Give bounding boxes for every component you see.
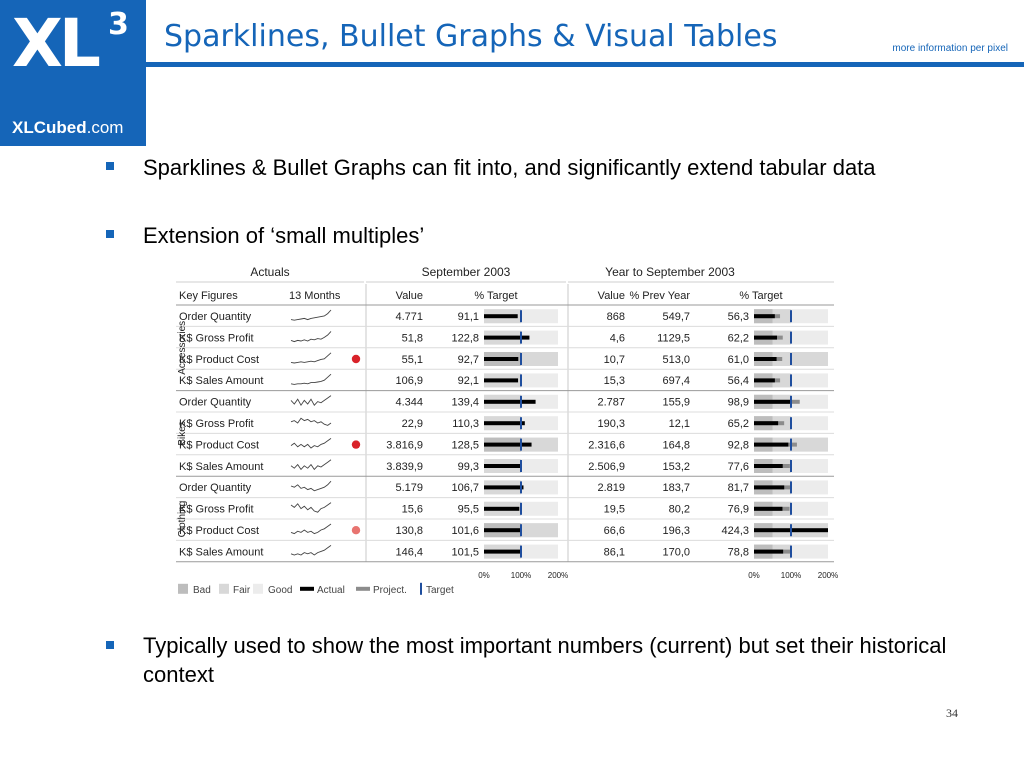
- ytd-value: 190,3: [597, 418, 625, 430]
- bullet-actual: [484, 336, 529, 340]
- bullet-target: [790, 546, 792, 558]
- legend-swatch-target: [420, 583, 422, 595]
- scale-tick-label: 0%: [748, 570, 760, 580]
- key-figure: Order Quantity: [179, 482, 252, 495]
- ytd-prev-year: 183,7: [662, 482, 690, 495]
- sep-value: 4.344: [395, 396, 423, 409]
- sep-pct-target: 101,5: [451, 546, 479, 559]
- ytd-prev-year: 12,1: [668, 418, 690, 430]
- bullet-target: [520, 460, 522, 472]
- column-header: Key Figures: [179, 290, 238, 302]
- sep-value: 130,8: [395, 525, 423, 537]
- ytd-prev-year: 164,8: [662, 439, 690, 452]
- legend-label: Project.: [373, 584, 407, 596]
- ytd-prev-year: 80,2: [668, 503, 690, 516]
- ytd-value: 15,3: [603, 375, 625, 388]
- ytd-pct-target: 56,3: [727, 311, 749, 323]
- key-figure: K$ Gross Profit: [179, 503, 254, 516]
- ytd-value: 66,6: [603, 525, 625, 537]
- ytd-prev-year: 697,4: [662, 375, 690, 388]
- key-figure: K$ Gross Profit: [179, 418, 254, 430]
- bullet-target: [790, 310, 792, 322]
- bullet-actual: [484, 464, 521, 468]
- bullet-actual: [754, 314, 775, 318]
- legend-swatch-projection: [356, 587, 370, 591]
- category-label: Clothing: [177, 500, 188, 538]
- bullet-target: [520, 353, 522, 365]
- ytd-value: 2.506,9: [588, 460, 625, 473]
- ytd-value: 868: [606, 311, 625, 323]
- ytd-value: 2.316,6: [588, 439, 625, 452]
- group-header-ytd: Year to September 2003: [605, 265, 735, 279]
- sep-pct-target: 92,7: [457, 353, 479, 366]
- sep-pct-target: 139,4: [451, 396, 479, 409]
- page-number: 34: [946, 706, 958, 720]
- sep-value: 3.839,9: [386, 460, 423, 473]
- sep-value: 5.179: [395, 482, 423, 495]
- sparkline: [291, 438, 331, 448]
- sparkline: [291, 418, 331, 425]
- ytd-prev-year: 549,7: [662, 311, 690, 323]
- bullet-target: [790, 396, 792, 408]
- logo-superscript: 3: [108, 7, 129, 42]
- sep-value: 22,9: [401, 418, 423, 430]
- sparkline: [291, 331, 331, 341]
- scale-tick-label: 200%: [817, 570, 838, 580]
- sep-value: 51,8: [401, 332, 423, 345]
- key-figure: K$ Product Cost: [179, 353, 260, 366]
- ytd-pct-target: 81,7: [727, 482, 749, 495]
- bullet-text: Extension of ‘small multiples’: [143, 223, 425, 248]
- ytd-value: 2.819: [597, 482, 625, 495]
- bullet-icon: [106, 161, 116, 171]
- bullet-target: [790, 417, 792, 429]
- bullet-actual: [484, 507, 519, 511]
- bullet-actual: [484, 357, 518, 361]
- sep-pct-target: 106,7: [451, 482, 479, 495]
- sep-pct-target: 122,8: [451, 332, 479, 345]
- sparkline: [291, 396, 331, 406]
- status-indicator: [352, 355, 360, 363]
- bullet-target: [790, 460, 792, 472]
- bullet-target: [520, 332, 522, 344]
- bullet-actual: [484, 421, 525, 425]
- ytd-value: 19,5: [603, 503, 625, 516]
- bullet-target: [790, 439, 792, 451]
- legend-swatch-actual: [300, 587, 314, 591]
- legend-label: Actual: [317, 584, 345, 596]
- bullet-actual: [484, 485, 523, 489]
- key-figure: Order Quantity: [179, 396, 252, 409]
- column-header: Value: [395, 290, 423, 302]
- bullet-target: [790, 374, 792, 386]
- ytd-pct-target: 62,2: [727, 332, 749, 345]
- key-figure: K$ Gross Profit: [179, 332, 254, 345]
- category-label: Bikes: [177, 421, 188, 446]
- ytd-pct-target: 61,0: [727, 353, 749, 366]
- group-header-actuals: Actuals: [250, 265, 290, 279]
- ytd-value: 86,1: [603, 546, 625, 559]
- key-figure: K$ Product Cost: [179, 525, 260, 537]
- sparkline: [291, 503, 331, 513]
- legend-swatch-good: [253, 584, 263, 594]
- legend-swatch-bad: [178, 584, 188, 594]
- bullet-target: [520, 524, 522, 536]
- bullet-actual: [754, 550, 783, 554]
- slide-title: Sparklines, Bullet Graphs & Visual Tables: [164, 19, 778, 54]
- ytd-prev-year: 513,0: [662, 353, 690, 366]
- bullet-target: [520, 310, 522, 322]
- bullet-actual: [754, 485, 784, 489]
- bullet-target: [520, 417, 522, 429]
- column-header: % Target: [474, 290, 518, 302]
- ytd-pct-target: 78,8: [727, 546, 749, 559]
- logo-mark: XL: [12, 5, 97, 82]
- sep-pct-target: 91,1: [457, 311, 479, 323]
- bullet-actual: [754, 421, 778, 425]
- legend-swatch-fair: [219, 584, 229, 594]
- bullet-actual: [484, 550, 522, 554]
- ytd-pct-target: 65,2: [727, 418, 749, 430]
- bullet-target: [520, 374, 522, 386]
- bullet-target: [520, 546, 522, 558]
- bullet-actual: [484, 378, 518, 382]
- sep-pct-target: 128,5: [451, 439, 479, 452]
- bullet-target: [520, 503, 522, 515]
- bullet-actual: [754, 336, 777, 340]
- sep-value: 146,4: [395, 546, 423, 559]
- ytd-prev-year: 1129,5: [657, 332, 690, 345]
- title-divider: [146, 62, 1024, 67]
- sparkline: [291, 460, 331, 470]
- bullet-text: Typically used to show the most important numbers (current) but set their historical context: [143, 633, 947, 687]
- column-header: 13 Months: [289, 290, 341, 302]
- ytd-value: 2.787: [597, 396, 625, 409]
- logo-brand: XLCubed.com: [12, 118, 124, 137]
- bullet-actual: [754, 464, 783, 468]
- ytd-value: 4,6: [609, 332, 625, 345]
- key-figure: K$ Sales Amount: [179, 460, 264, 473]
- ytd-prev-year: 153,2: [662, 460, 690, 473]
- scale-tick-label: 200%: [547, 570, 569, 580]
- bullet-actual: [484, 400, 536, 404]
- key-figure: K$ Sales Amount: [179, 546, 264, 559]
- bullet-target: [520, 396, 522, 408]
- legend-label: Good: [268, 584, 293, 596]
- sep-value: 4.771: [395, 311, 423, 323]
- bullet-icon: [106, 640, 116, 650]
- sparkline: [291, 481, 331, 491]
- sep-pct-target: 110,3: [452, 418, 479, 430]
- bullet-actual: [754, 443, 788, 447]
- sparkline: [291, 545, 331, 555]
- sep-value: 55,1: [401, 353, 423, 366]
- key-figure: K$ Product Cost: [179, 439, 260, 452]
- sparkline: [291, 310, 331, 320]
- ytd-pct-target: 98,9: [727, 396, 749, 409]
- scale-tick-label: 100%: [510, 570, 532, 580]
- scale-tick-label: 100%: [780, 570, 802, 580]
- ytd-pct-target: 77,6: [727, 460, 749, 473]
- group-header-september: September 2003: [421, 265, 511, 279]
- sep-value: 3.816,9: [386, 439, 423, 452]
- sparkline: [291, 374, 331, 384]
- bullet-actual: [754, 400, 791, 404]
- ytd-pct-target: 76,9: [727, 503, 749, 516]
- ytd-value: 10,7: [603, 353, 625, 366]
- bullet-target: [520, 481, 522, 493]
- ytd-pct-target: 424,3: [721, 525, 749, 537]
- key-figure: K$ Sales Amount: [179, 375, 264, 388]
- bullet-actual: [484, 314, 518, 318]
- sep-pct-target: 99,3: [457, 460, 479, 473]
- status-indicator: [352, 526, 360, 534]
- sep-pct-target: 101,6: [451, 525, 479, 537]
- bullet-target: [520, 439, 522, 451]
- bullet-target: [790, 332, 792, 344]
- status-indicator: [352, 440, 360, 448]
- column-header: % Target: [739, 290, 783, 302]
- bullet-icon: [106, 229, 116, 239]
- legend-label: Fair: [233, 584, 251, 596]
- scale-tick-label: 0%: [478, 570, 490, 580]
- ytd-prev-year: 170,0: [662, 546, 690, 559]
- bullet-actual: [484, 443, 532, 447]
- sparkline: [291, 353, 331, 363]
- ytd-prev-year: 196,3: [662, 525, 690, 537]
- bullet-text: Sparklines & Bullet Graphs can fit into, and significantly extend tabular data: [143, 155, 876, 180]
- category-label: Accessories: [177, 320, 188, 375]
- tagline: more information per pixel: [892, 43, 1008, 54]
- column-header: % Prev Year: [629, 290, 690, 302]
- key-figure: Order Quantity: [179, 311, 252, 323]
- bullet-target: [790, 353, 792, 365]
- ytd-prev-year: 155,9: [662, 396, 690, 409]
- legend-label: Bad: [193, 584, 211, 596]
- sep-pct-target: 92,1: [457, 375, 479, 388]
- sep-value: 15,6: [401, 503, 423, 516]
- sep-value: 106,9: [395, 375, 423, 388]
- bullet-actual: [754, 507, 782, 511]
- xlcubed-logo: [0, 0, 146, 146]
- visual-table: [174, 258, 838, 601]
- column-header: Value: [597, 290, 625, 302]
- sparkline: [291, 524, 331, 534]
- ytd-pct-target: 92,8: [727, 439, 749, 452]
- sep-pct-target: 95,5: [457, 503, 479, 516]
- bullet-target: [790, 503, 792, 515]
- bullet-actual: [484, 528, 522, 532]
- legend-label: Target: [426, 584, 454, 596]
- bullet-target: [790, 481, 792, 493]
- ytd-pct-target: 56,4: [727, 375, 749, 388]
- bullet-actual: [754, 378, 775, 382]
- bullet-actual: [754, 357, 777, 361]
- visual-table-chart: [174, 258, 838, 596]
- bullet-target: [790, 524, 792, 536]
